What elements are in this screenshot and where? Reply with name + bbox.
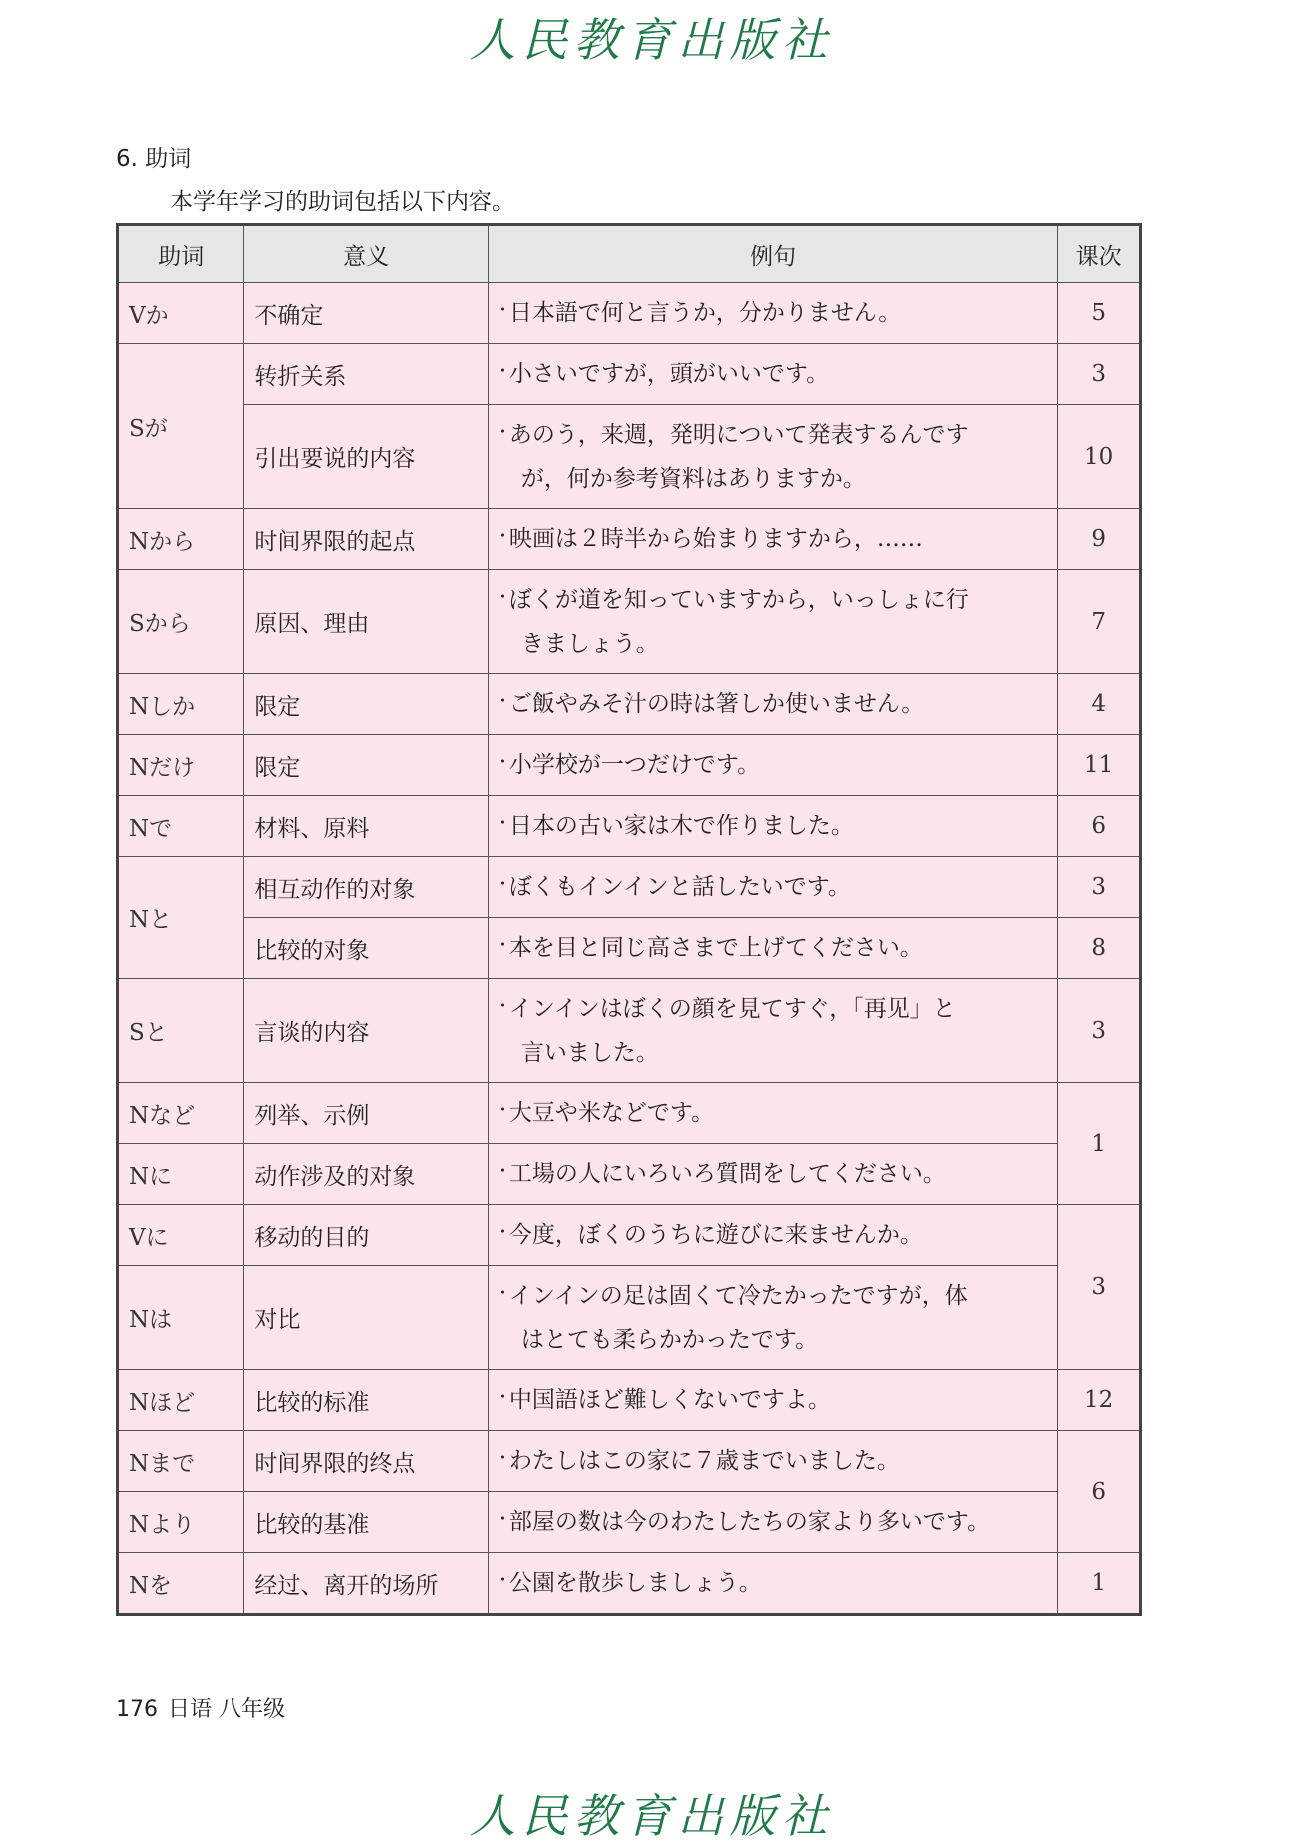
page-number: 176 xyxy=(116,1697,158,1722)
particle-cell: Nほど xyxy=(118,1370,244,1431)
example-text: インインの足は固くて冷たかったですが，体 xyxy=(508,1282,968,1309)
example-cell: · わたしはこの家に７歳までいました。 xyxy=(488,1431,1057,1492)
example-text: あのう，来週，発明について発表するんです xyxy=(508,421,969,448)
table-row xyxy=(118,735,1141,796)
example-cell: · ぼくもインインと話したいです。 xyxy=(488,857,1057,918)
example-cell: · 部屋の数は今のわたしたちの家より多いです。 xyxy=(488,1492,1057,1553)
meaning-cell: 动作涉及的对象 xyxy=(244,1144,489,1205)
column-header: 例句 xyxy=(488,225,1057,283)
intro-text: 本学年学习的助词包括以下内容。 xyxy=(170,189,515,215)
lesson-cell: 3 xyxy=(1058,344,1141,405)
meaning-cell: 不确定 xyxy=(244,283,489,344)
meaning-cell: 经过、离开的场所 xyxy=(244,1553,489,1615)
table-header-row xyxy=(118,225,1141,283)
publisher-logo: 人民教育出版社 xyxy=(469,1789,834,1843)
example-cell: · ご飯やみそ汁の時は箸しか使いません。 xyxy=(488,674,1057,735)
example-text: ぼくが道を知っていますから，いっしょに行 xyxy=(508,586,969,613)
table-row xyxy=(118,918,1141,979)
table-row xyxy=(118,1266,1141,1370)
table-row xyxy=(118,796,1141,857)
example-cell: · 公園を散歩しましょう。 xyxy=(488,1553,1057,1615)
particle-cell: Nは xyxy=(118,1266,244,1370)
table-row xyxy=(118,1553,1141,1615)
meaning-cell: 时间界限的终点 xyxy=(244,1431,489,1492)
lesson-cell: 11 xyxy=(1058,735,1141,796)
example-text: 中国語ほど難しくないですよ。 xyxy=(508,1387,831,1413)
example-text-continued: 言いました。 xyxy=(520,1039,659,1066)
column-header: 意义 xyxy=(244,225,489,283)
table-row xyxy=(118,674,1141,735)
example-cell: · 日本の古い家は木で作りました。 xyxy=(488,796,1057,857)
publisher-logo: 人民教育出版社 xyxy=(469,13,834,67)
example-cell: · ぼくが道を知っていますから，いっしょに行 きましょう。 xyxy=(488,570,1057,674)
particle-cell: Nで xyxy=(118,796,244,857)
particle-cell: Nに xyxy=(118,1144,244,1205)
lesson-cell: 12 xyxy=(1058,1370,1141,1431)
meaning-cell: 限定 xyxy=(244,674,489,735)
example-text-continued: が，何か参考資料はありますか。 xyxy=(520,465,866,492)
particle-cell: Nまで xyxy=(118,1431,244,1492)
example-text: 本を目と同じ高さまで上げてください。 xyxy=(508,935,923,961)
particle-cell: Nしか xyxy=(118,674,244,735)
particle-cell: Vか xyxy=(118,283,244,344)
example-text: ご飯やみそ汁の時は箸しか使いません。 xyxy=(508,691,925,717)
table-row xyxy=(118,1370,1141,1431)
meaning-cell: 材料、原料 xyxy=(244,796,489,857)
table-row xyxy=(118,405,1141,509)
example-cell: · 今度，ぼくのうちに遊びに来ませんか。 xyxy=(488,1205,1057,1266)
meaning-cell: 时间界限的起点 xyxy=(244,509,489,570)
table-row xyxy=(118,1492,1141,1553)
meaning-cell: 列举、示例 xyxy=(244,1083,489,1144)
lesson-cell: 3 xyxy=(1058,979,1141,1083)
example-cell: · 小さいですが，頭がいいです。 xyxy=(488,344,1057,405)
particle-cell: Vに xyxy=(118,1205,244,1266)
lesson-cell: 1 xyxy=(1058,1553,1141,1615)
meaning-cell: 转折关系 xyxy=(244,344,489,405)
example-text: ぼくもインインと話したいです。 xyxy=(508,874,851,900)
example-cell: · 映画は２時半から始まりますから，…… xyxy=(488,509,1057,570)
lesson-cell: 3 xyxy=(1058,857,1141,918)
example-text: 大豆や米などです。 xyxy=(508,1100,715,1126)
page-footer xyxy=(116,1692,285,1723)
lesson-cell: 10 xyxy=(1058,405,1141,509)
example-text: 日本の古い家は木で作りました。 xyxy=(508,813,854,839)
lesson-cell: 5 xyxy=(1058,283,1141,344)
example-text: 小さいですが，頭がいいです。 xyxy=(508,361,830,387)
meaning-cell: 对比 xyxy=(244,1266,489,1370)
column-header: 课次 xyxy=(1058,225,1141,283)
example-text: 映画は２時半から始まりますから，…… xyxy=(508,526,923,552)
particle-cell: Sから xyxy=(118,570,244,674)
example-text-continued: きましょう。 xyxy=(520,630,659,657)
meaning-cell: 言谈的内容 xyxy=(244,979,489,1083)
lesson-cell: 8 xyxy=(1058,918,1141,979)
table-row xyxy=(118,979,1141,1083)
particle-cell: Sと xyxy=(118,979,244,1083)
example-text: 公園を散歩しましょう。 xyxy=(508,1570,762,1596)
table-row xyxy=(118,1205,1141,1266)
lesson-cell: 6 xyxy=(1058,1431,1141,1553)
particle-cell: Nより xyxy=(118,1492,244,1553)
particle-cell: Nなど xyxy=(118,1083,244,1144)
example-cell: · インインはぼくの顔を見てすぐ，「再见」と 言いました。 xyxy=(488,979,1057,1083)
example-cell: · 日本語で何と言うか，分かりません。 xyxy=(488,283,1057,344)
example-cell: · あのう，来週，発明について発表するんです が，何か参考資料はありますか。 xyxy=(488,405,1057,509)
example-text: インインはぼくの顔を見てすぐ，「再见」と xyxy=(508,995,956,1022)
example-cell: · 中国語ほど難しくないですよ。 xyxy=(488,1370,1057,1431)
table-row xyxy=(118,344,1141,405)
table-row xyxy=(118,1431,1141,1492)
particle-cell: Nを xyxy=(118,1553,244,1615)
particle-cell: Sが xyxy=(118,344,244,509)
example-text-continued: はとても柔らかかったです。 xyxy=(520,1326,819,1353)
particle-table xyxy=(116,223,1142,1616)
example-text: 工場の人にいろいろ質問をしてください。 xyxy=(508,1161,946,1187)
meaning-cell: 比较的基准 xyxy=(244,1492,489,1553)
book-title: 日语 八年级 xyxy=(168,1697,285,1722)
meaning-cell: 比较的对象 xyxy=(244,918,489,979)
example-text: わたしはこの家に７歳までいました。 xyxy=(508,1448,900,1474)
table-row xyxy=(118,1083,1141,1144)
lesson-cell: 3 xyxy=(1058,1205,1141,1370)
example-text: 今度，ぼくのうちに遊びに来ませんか。 xyxy=(508,1222,923,1248)
lesson-cell: 4 xyxy=(1058,674,1141,735)
meaning-cell: 限定 xyxy=(244,735,489,796)
table-row xyxy=(118,857,1141,918)
column-header: 助词 xyxy=(118,225,244,283)
lesson-cell: 1 xyxy=(1058,1083,1141,1205)
table-row xyxy=(118,1144,1141,1205)
example-cell: · 小学校が一つだけです。 xyxy=(488,735,1057,796)
lesson-cell: 6 xyxy=(1058,796,1141,857)
example-cell: · インインの足は固くて冷たかったですが，体 はとても柔らかかったです。 xyxy=(488,1266,1057,1370)
particle-cell: Nと xyxy=(118,857,244,979)
meaning-cell: 比较的标准 xyxy=(244,1370,489,1431)
section-title: 6. 助词 xyxy=(116,146,192,172)
lesson-cell: 9 xyxy=(1058,509,1141,570)
example-cell: · 本を目と同じ高さまで上げてください。 xyxy=(488,918,1057,979)
table-row xyxy=(118,570,1141,674)
table-row xyxy=(118,509,1141,570)
example-text: 小学校が一つだけです。 xyxy=(508,752,761,778)
particle-cell: Nだけ xyxy=(118,735,244,796)
example-cell: · 工場の人にいろいろ質問をしてください。 xyxy=(488,1144,1057,1205)
meaning-cell: 相互动作的对象 xyxy=(244,857,489,918)
example-text: 日本語で何と言うか，分かりません。 xyxy=(508,300,902,326)
example-cell: · 大豆や米などです。 xyxy=(488,1083,1057,1144)
particle-cell: Nから xyxy=(118,509,244,570)
lesson-cell: 7 xyxy=(1058,570,1141,674)
meaning-cell: 移动的目的 xyxy=(244,1205,489,1266)
meaning-cell: 原因、理由 xyxy=(244,570,489,674)
example-text: 部屋の数は今のわたしたちの家より多いです。 xyxy=(508,1509,991,1535)
table-row xyxy=(118,283,1141,344)
meaning-cell: 引出要说的内容 xyxy=(244,405,489,509)
